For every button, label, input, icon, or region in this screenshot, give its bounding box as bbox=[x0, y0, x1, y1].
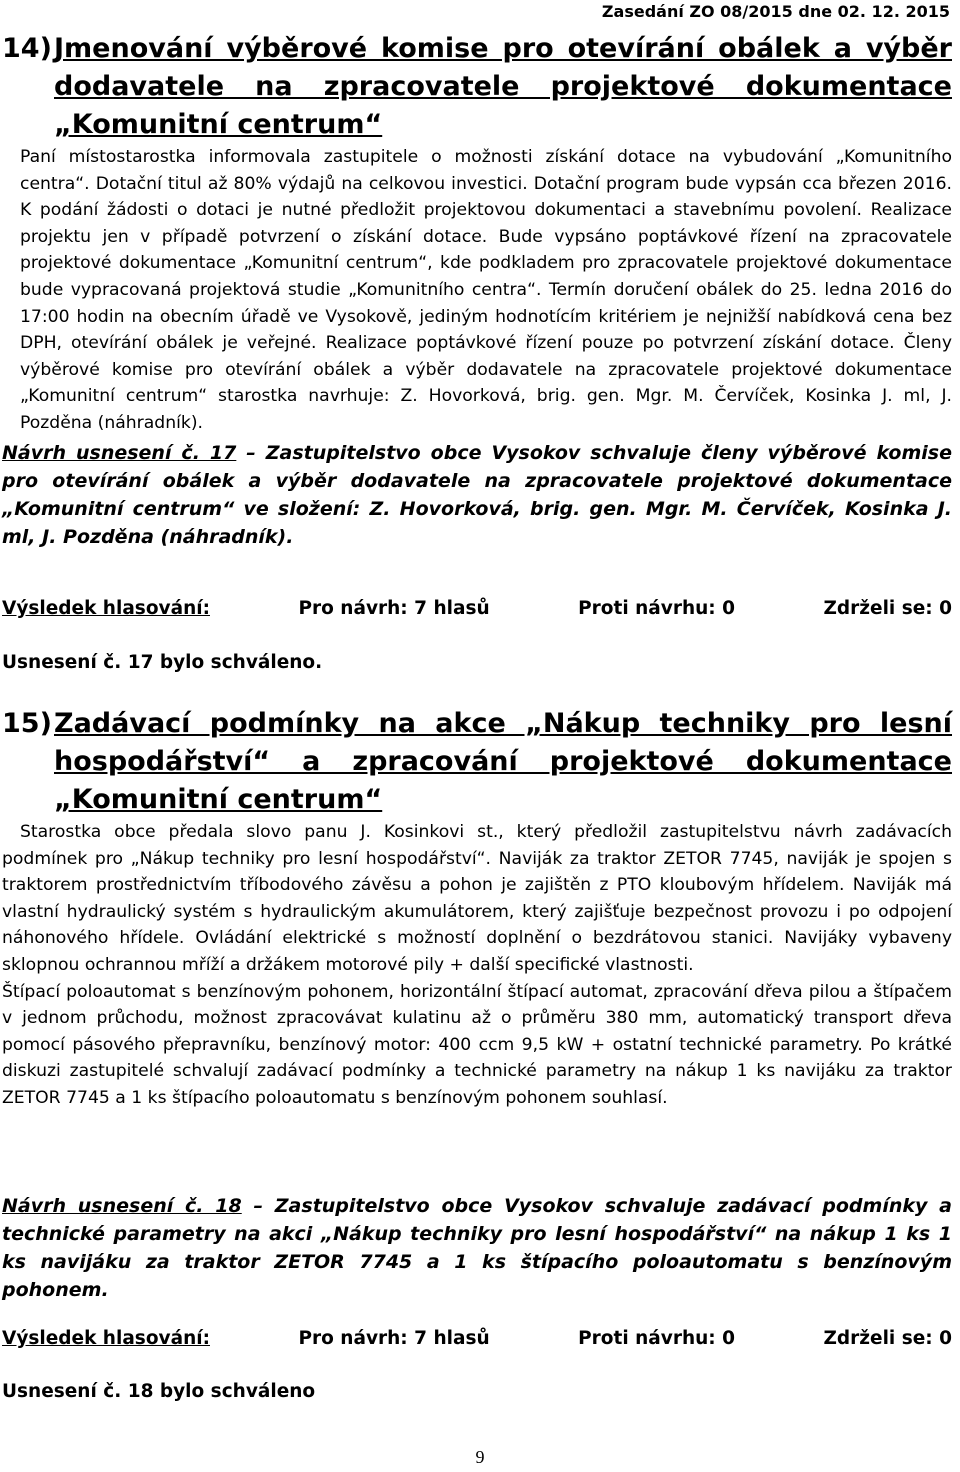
vote-for: Pro návrh: 7 hlasů bbox=[298, 598, 490, 619]
section-title: Jmenování výběrové komise pro otevírání obálek a výběr dodavatele na zpracovatele projektové dokumentace „Komunitní centrum“ bbox=[54, 33, 952, 140]
section-body: Paní místostarostka informovala zastupitele o možnosti získání dotace na vybudování „Komunitního centra“. Dotační titul až 80% výdajů na celkovou investici. Dotační program bude vypsán cca březen 2016. K podání žádosti o dotaci je nutné předložit projektovou dokumentaci a stavebnímu povolení. Realizace projektu jen v případě potvrzení o získání dotace. Bude vypsáno poptávkové řízení na zpracovatele projektové dokumentace „Komunitní centrum“, kde podkladem pro zpracovatele projektové dokumentace bude vypracovaná projektová studie „Komunitního centra“. Termín doručení obálek do 25. ledna 2016 do 17:00 hodin na obecním úřadě ve Vysokově, jediným hodnotícím kritériem je nejnižší nabídková cena bez DPH, otevírání obálek je veřejné. Realizace poptávkové řízení pouze po potvrzení získání dotace. Členy výběrové komise pro otevírání obálek a výběr dodavatele na zpracovatele projektové dokumentace „Komunitní centrum“ starostka navrhuje: Z. Hovorková, brig. gen. Mgr. M. Červíček, Kosinka J. ml, J. Pozděna (náhradník). bbox=[20, 147, 952, 433]
meeting-header: Zasedání ZO 08/2015 dne 02. 12. 2015 bbox=[601, 2, 950, 21]
section-number: 14) bbox=[2, 33, 52, 64]
proposal-text: – Zastupitelstvo obce Vysokov schvaluje členy výběrové komise pro otevírání obálek a výběr dodavatele na zpracovatele projektové dokumentace „Komunitní centrum“ ve složení: Z. Hovorková, brig. gen. Mgr. M. Červíček, Kosinka J. ml, J. Pozděna (náhradník). bbox=[2, 441, 952, 548]
vote-against: Proti návrhu: 0 bbox=[578, 598, 736, 619]
vote-label: Výsledek hlasování: bbox=[2, 1328, 210, 1349]
vote-result-18 bbox=[2, 1328, 952, 1349]
vote-for: Pro návrh: 7 hlasů bbox=[298, 1328, 490, 1349]
section-15-proposal bbox=[2, 1190, 952, 1304]
resolution-proposal bbox=[2, 439, 952, 551]
section-heading bbox=[2, 705, 952, 819]
vote-result-17 bbox=[2, 598, 952, 619]
section-body-continued: Štípací poloautomat s benzínovým pohonem, horizontální štípací automat, zpracování dřeva pilou a štípačem v jednom průchodu, možnost zpracovávat kulatinu až o průměru 380 mm, automatický transport dřeva pomocí pásového přepravníku, benzínový motor: 400 ccm 9,5 kW + ostatní technické parametry. Po krátké diskuzi zastupitelé schvalují zadávací podmínky a technické parametry na nákup 1 ks navijáku za traktor ZETOR 7745 a 1 ks štípacího poloautomatu s benzínovým pohonem souhlasí. bbox=[2, 981, 952, 1108]
proposal-label: Návrh usnesení č. 18 bbox=[2, 1195, 242, 1217]
page-number: 9 bbox=[475, 1447, 485, 1467]
vote-label: Výsledek hlasování: bbox=[2, 598, 210, 619]
section-title: Zadávací podmínky na akce „Nákup techniky pro lesní hospodářství“ a zpracování projektové dokumentace „Komunitní centrum“ bbox=[54, 708, 952, 815]
resolution-proposal bbox=[2, 1192, 952, 1304]
proposal-label: Návrh usnesení č. 17 bbox=[2, 441, 237, 464]
section-number: 15) bbox=[2, 708, 52, 739]
section-15 bbox=[2, 705, 952, 1112]
vote-abstain: Zdrželi se: 0 bbox=[823, 1328, 952, 1349]
section-heading bbox=[2, 30, 952, 144]
section-body: Starostka obce předala slovo panu J. Kosinkovi st., který předložil zastupitelstvu návrh zadávacích podmínek pro „Nákup techniky pro lesní hospodářství“. Naviják za traktor ZETOR 7745, naviják je spojen s traktorem prostřednictvím tříbodového závěsu a pohon je zajištěn z PTO kloubovým hřídelem. Naviják má vlastní hydraulický systém s hydraulickým akumulátorem, který zajišťuje bezpečnost provozu i po odpojení náhonového hřídele. Ovládání elektrické s možností doplnění o bezdrátovou stanici. Navijáky vybaveny sklopnou ochrannou mříží a držákem motorové pily + další specifické vlastnosti. bbox=[2, 822, 952, 975]
resolution-result-18: Usnesení č. 18 bylo schváleno bbox=[2, 1381, 316, 1402]
section-14 bbox=[2, 30, 952, 551]
vote-abstain: Zdrželi se: 0 bbox=[823, 598, 952, 619]
proposal-text: – Zastupitelstvo obce Vysokov schvaluje zadávací podmínky a technické parametry na akci „Nákup techniky pro lesní hospodářství“ na nákup 1 ks 1 ks navijáku za traktor ZETOR 7745 a 1 ks štípacího poloautomatu s benzínovým pohonem. bbox=[2, 1195, 952, 1301]
vote-against: Proti návrhu: 0 bbox=[578, 1328, 736, 1349]
resolution-result-17: Usnesení č. 17 bylo schváleno. bbox=[2, 652, 323, 673]
